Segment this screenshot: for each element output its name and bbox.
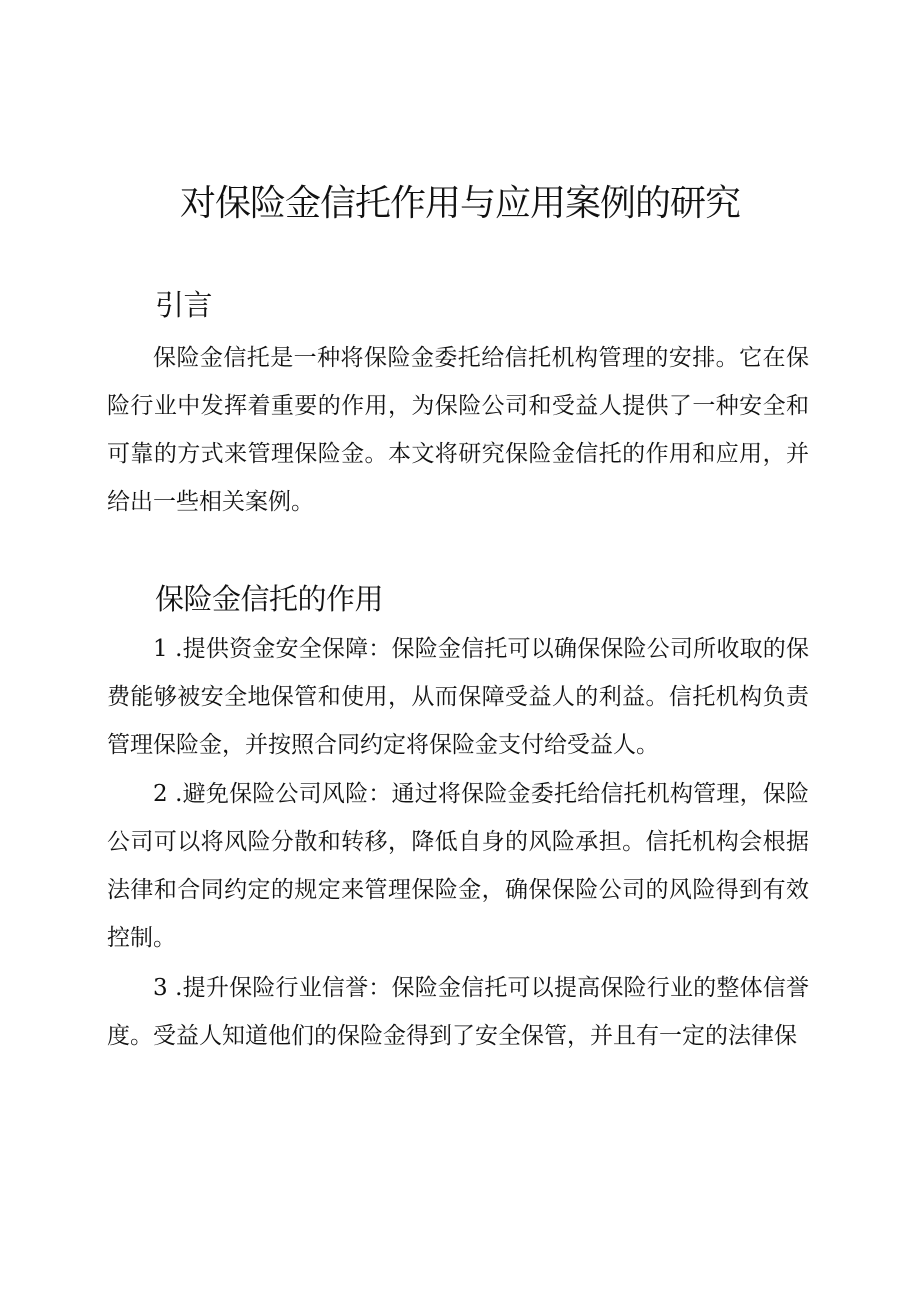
section-heading-functions: 保险金信托的作用 <box>155 582 384 616</box>
document-title: 对保险金信托作用与应用案例的研究 <box>179 183 740 224</box>
function-item-2: 2 .避免保险公司风险：通过将保险金委托给信托机构管理，保险公司可以将风险分散和转移，降低自身的风险承担。信托机构会根据法律和合同约定的规定来管理保险金，确保保险公司的风险得到有效控制。 <box>107 781 809 951</box>
section-heading-introduction: 引言 <box>155 288 213 322</box>
function-item-1: 1 .提供资金安全保障：保险金信托可以确保保险公司所收取的保费能够被安全地保管和使用，从而保障受益人的利益。信托机构负责管理保险金，并按照合同约定将保险金支付给受益人。 <box>107 636 809 758</box>
function-item-3: 3 .提升保险行业信誉：保险金信托可以提高保险行业的整体信誉度。受益人知道他们的保险金得到了安全保管，并且有一定的法律保 <box>107 975 809 1049</box>
intro-paragraph: 保险金信托是一种将保险金委托给信托机构管理的安排。它在保险行业中发挥着重要的作用，为保险公司和受益人提供了一种安全和可靠的方式来管理保险金。本文将研究保险金信托的作用和应用，并给出一些相关案例。 <box>107 345 809 515</box>
